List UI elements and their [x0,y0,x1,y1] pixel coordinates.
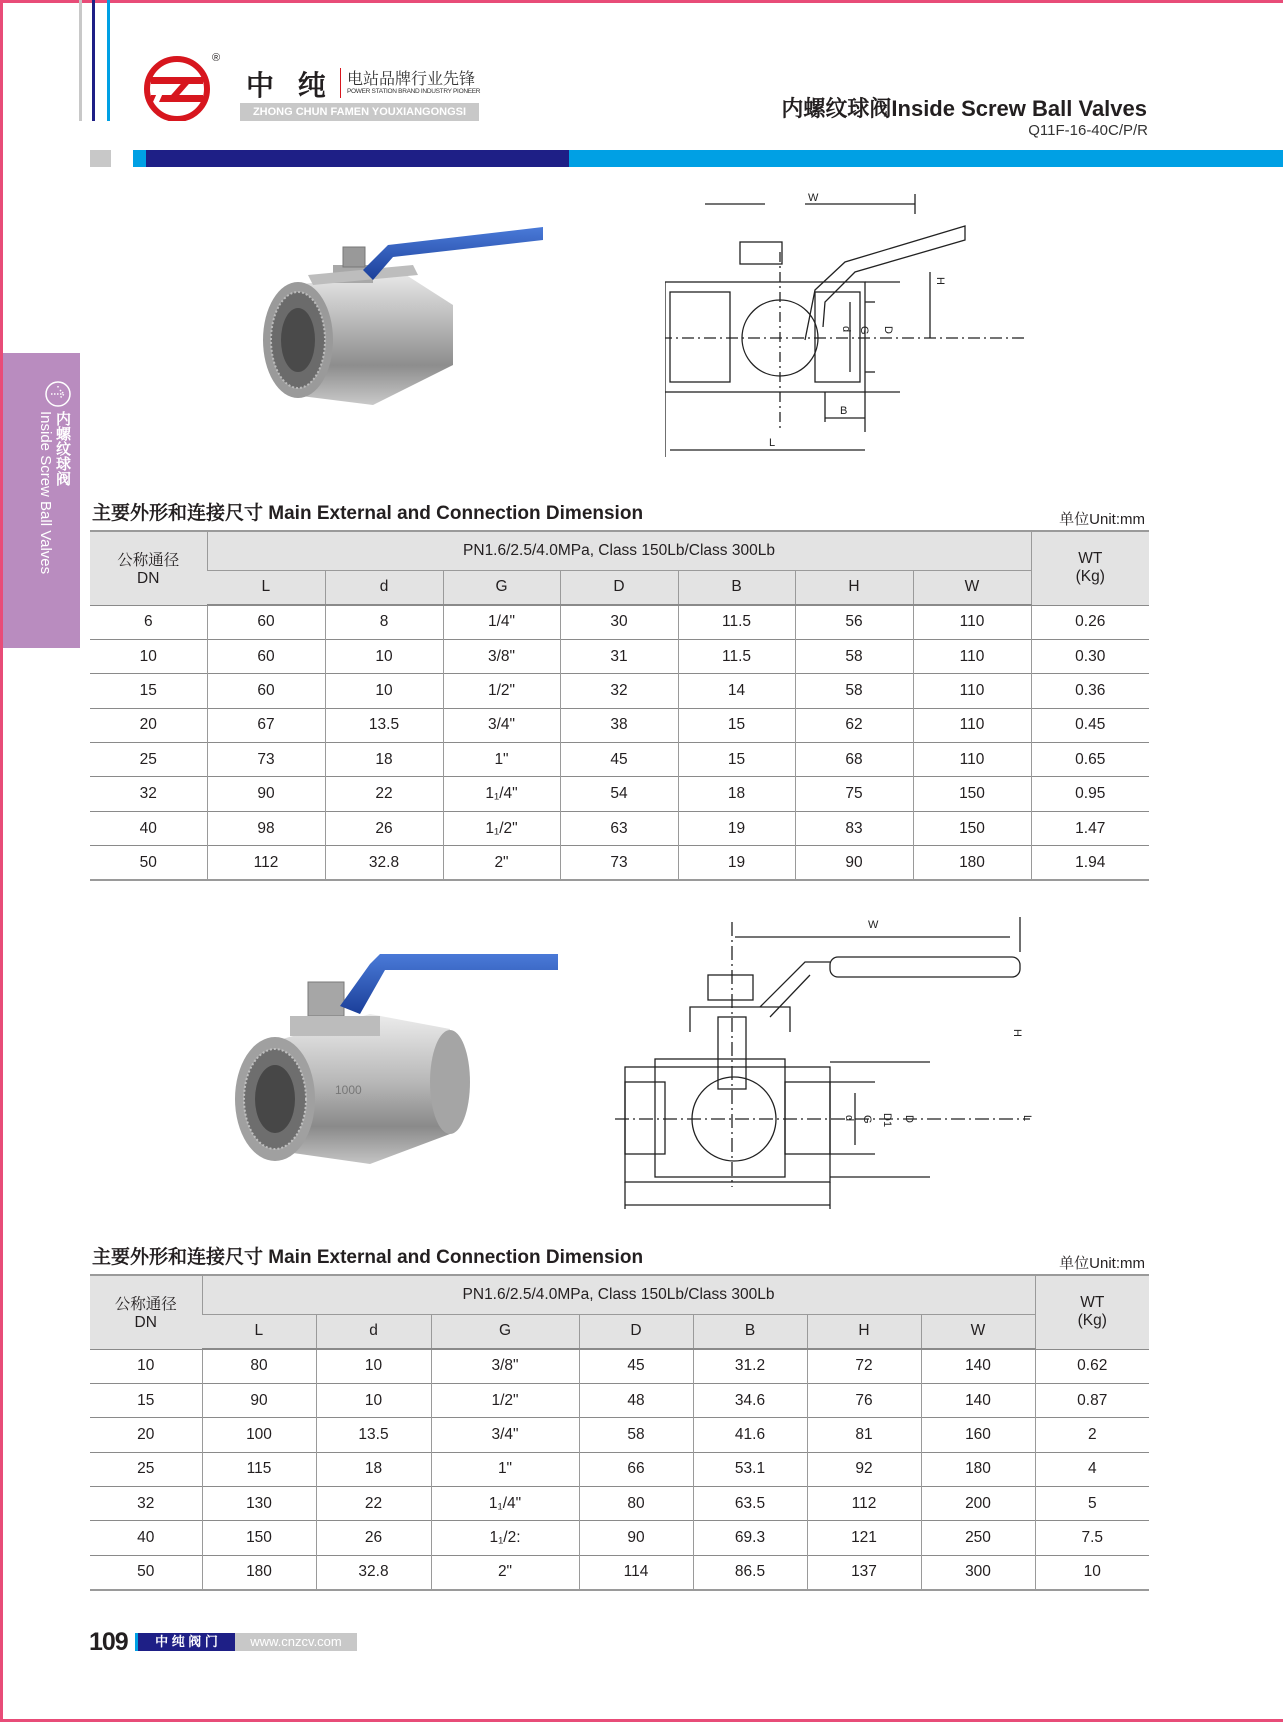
table-cell: 1/2" [443,674,560,708]
dim-label-g: G [858,326,870,335]
table-cell: 68 [795,743,913,777]
table-cell: 15 [678,743,795,777]
table-cell: 32 [90,777,207,811]
table-cell: 4 [1035,1452,1149,1486]
table-cell: 2" [443,846,560,880]
table-cell: 112 [207,846,325,880]
table-cell: 100 [202,1418,316,1452]
table-cell: 110 [913,708,1031,742]
table-cell: 1/2" [431,1383,579,1417]
column-header: L [202,1314,316,1349]
table-cell: 1/4" [443,605,560,639]
table-cell: 250 [921,1521,1035,1555]
table-cell: 90 [795,846,913,880]
table-cell: 69.3 [693,1521,807,1555]
table-cell: 140 [921,1383,1035,1417]
company-name-en: ZHONG CHUN FAMEN YOUXIANGONGSI [240,103,479,121]
table-cell: 115 [202,1452,316,1486]
brand-name-cn: 中 纯 [246,70,334,101]
table-cell: 110 [913,674,1031,708]
column-header: D [560,570,678,605]
table-cell: 60 [207,605,325,639]
table-cell: 121 [807,1521,921,1555]
table-row [90,1383,1149,1417]
table-cell: 98 [207,811,325,845]
table-row [90,777,1149,811]
table-cell: 76 [807,1383,921,1417]
table-cell: 7.5 [1035,1521,1149,1555]
section-heading: 主要外形和连接尺寸 Main External and Connection Dimension [92,503,644,524]
table-cell: 110 [913,605,1031,639]
dim-label-w-2: W [868,919,879,931]
table-cell: 75 [795,777,913,811]
table-cell: 1₁/4" [431,1487,579,1521]
table-cell: 66 [579,1452,693,1486]
band-gray-square [90,150,111,167]
dim-label-dd-2: D [903,1115,915,1123]
page-number: 109 [89,1628,128,1656]
table-cell: 137 [807,1555,921,1589]
table-cell: 2" [431,1555,579,1589]
table-cell: 40 [90,1521,202,1555]
table-cell: 20 [90,708,207,742]
table-row [90,639,1149,673]
table-cell: 180 [202,1555,316,1589]
table-cell: 112 [807,1487,921,1521]
dim-label-l: L [769,437,776,449]
table-cell: 62 [795,708,913,742]
table-cell: 10 [90,1349,202,1383]
column-header: B [678,570,795,605]
table-cell: 31.2 [693,1349,807,1383]
zc-logo-icon [143,55,215,121]
table-cell: 45 [579,1349,693,1383]
table-cell: 1₁/2: [431,1521,579,1555]
table-cell: 20 [90,1418,202,1452]
table-cell: 1.47 [1031,811,1149,845]
table-cell: 10 [1035,1555,1149,1589]
column-header: H [807,1314,921,1349]
header-rule-light [107,0,110,121]
table-cell: 3/8" [431,1349,579,1383]
table-row [90,1452,1149,1486]
table-cell: 300 [921,1555,1035,1589]
table-cell: 11.5 [678,605,795,639]
table-cell: 11.5 [678,639,795,673]
table-cell: 53.1 [693,1452,807,1486]
table-cell: 50 [90,1555,202,1589]
band-dark-blue [146,150,569,167]
slogan-en: POWER STATION BRAND INDUSTRY PIONEER [347,88,481,95]
table-row [90,605,1149,639]
dim-label-d1-2: D1 [881,1113,893,1128]
table-cell: 150 [913,811,1031,845]
table-row [90,811,1149,845]
table-cell: 10 [90,639,207,673]
table-cell: 140 [921,1349,1035,1383]
table-cell: 6 [90,605,207,639]
pressure-class-header: PN1.6/2.5/4.0MPa, Class 150Lb/Class 300Lb [207,531,1031,570]
weight-header: WT (Kg) [1035,1275,1149,1349]
table-cell: 26 [325,811,443,845]
table-cell: 34.6 [693,1383,807,1417]
table-cell: 15 [90,674,207,708]
dimension-table-1 [90,530,1149,881]
table-cell: 18 [678,777,795,811]
table-cell: 8 [325,605,443,639]
valve-drawing-two-piece [610,917,1040,1209]
table-cell: 160 [921,1418,1035,1452]
column-header: W [913,570,1031,605]
table-row [90,1521,1149,1555]
weight-header: WT (Kg) [1031,531,1149,605]
table-cell: 73 [560,846,678,880]
table-cell: 58 [795,639,913,673]
table-cell: 10 [325,674,443,708]
table-cell: 80 [579,1487,693,1521]
table-cell: 1" [443,743,560,777]
table-row [90,674,1149,708]
table-cell: 86.5 [693,1555,807,1589]
footer-brand-box [135,1633,235,1651]
table-row [90,708,1149,742]
dim-label-g-2: G [861,1115,873,1124]
table-cell: 92 [807,1452,921,1486]
column-header: D [579,1314,693,1349]
table-cell: 50 [90,846,207,880]
footer-brand: 中 纯 阀 门 [155,1634,218,1649]
table-cell: 110 [913,639,1031,673]
table-cell: 13.5 [316,1418,431,1452]
table-cell: 38 [560,708,678,742]
website-link[interactable]: www.cnzcv.com [250,1634,342,1649]
table-cell: 58 [795,674,913,708]
svg-text:1000: 1000 [335,1083,362,1097]
table-cell: 25 [90,1452,202,1486]
table-cell: 10 [325,639,443,673]
table-cell: 31 [560,639,678,673]
header-rule-dark [92,0,95,121]
table-cell: 63.5 [693,1487,807,1521]
table-row [90,846,1149,880]
table-cell: 0.87 [1035,1383,1149,1417]
footer-website [235,1633,357,1651]
slogan-divider [340,68,341,98]
table-cell: 2 [1035,1418,1149,1452]
registered-mark: ® [212,52,221,64]
dn-header: 公称通径 DN [90,531,207,605]
table-cell: 72 [807,1349,921,1383]
table-cell: 1₁/2" [443,811,560,845]
table-row [90,1555,1149,1589]
valve-photo-two-piece [220,934,615,1186]
table-cell: 60 [207,674,325,708]
thread-icon [44,380,72,408]
table-row [90,1487,1149,1521]
table-cell: 19 [678,846,795,880]
table-cell: 0.95 [1031,777,1149,811]
page-border-left [0,0,3,1722]
table-cell: 90 [579,1521,693,1555]
column-header: G [443,570,560,605]
table-cell: 0.30 [1031,639,1149,673]
table-cell: 3/4" [431,1418,579,1452]
table-cell: 110 [913,743,1031,777]
table-cell: 19 [678,811,795,845]
table-row [90,1349,1149,1383]
dim-label-h: H [934,277,946,285]
table-row [90,1418,1149,1452]
column-header: B [693,1314,807,1349]
side-category-tab [3,353,80,648]
table-cell: 41.6 [693,1418,807,1452]
table-cell: 0.65 [1031,743,1149,777]
table-cell: 0.26 [1031,605,1149,639]
table-cell: 90 [202,1383,316,1417]
table-cell: 83 [795,811,913,845]
dim-label-d-2: d [843,1115,855,1122]
side-tab-text [37,411,71,574]
valve-photo-one-piece [253,225,599,439]
dimension-table-2 [90,1274,1149,1591]
column-header: L [207,570,325,605]
table-cell: 60 [207,639,325,673]
table-cell: 32.8 [316,1555,431,1589]
pressure-class-header: PN1.6/2.5/4.0MPa, Class 150Lb/Class 300Lb [202,1275,1035,1314]
table-cell: 63 [560,811,678,845]
table-cell: 0.36 [1031,674,1149,708]
table-cell: 10 [316,1383,431,1417]
dim-label-d-outer: D [882,326,894,334]
table-cell: 40 [90,811,207,845]
column-header: H [795,570,913,605]
table-cell: 15 [90,1383,202,1417]
section-heading: 主要外形和连接尺寸 Main External and Connection Dimension [92,1247,644,1268]
dim-label-l-2: L [1021,1115,1033,1122]
table-cell: 3/4" [443,708,560,742]
column-header: W [921,1314,1035,1349]
table-cell: 10 [316,1349,431,1383]
page-title: 内螺纹球阀Inside Screw Ball Valves [781,96,1147,121]
table-cell: 13.5 [325,708,443,742]
dim-label-d: d [840,326,852,333]
table-cell: 56 [795,605,913,639]
column-header: d [316,1314,431,1349]
model-number: Q11F-16-40C/P/R [1028,122,1148,139]
table-cell: 32 [560,674,678,708]
table-cell: 180 [913,846,1031,880]
table-cell: 114 [579,1555,693,1589]
table-cell: 150 [202,1521,316,1555]
table-row [90,743,1149,777]
table-cell: 81 [807,1418,921,1452]
table-cell: 15 [678,708,795,742]
table-cell: 25 [90,743,207,777]
header-rule-gray [79,0,82,121]
table-cell: 26 [316,1521,431,1555]
unit-label: 单位Unit:mm [1059,1255,1145,1272]
table-cell: 150 [913,777,1031,811]
table-cell: 32.8 [325,846,443,880]
table-cell: 18 [316,1452,431,1486]
side-tab-label-cn: 内螺纹球阀 [54,411,71,486]
page-border-top [0,0,1283,3]
table-cell: 14 [678,674,795,708]
table-cell: 200 [921,1487,1035,1521]
table-cell: 54 [560,777,678,811]
valve-drawing-one-piece [665,192,1025,472]
unit-label: 单位Unit:mm [1059,511,1145,528]
table-cell: 3/8" [443,639,560,673]
company-logo [143,55,215,121]
slogan-cn: 电站品牌行业先锋 [347,71,476,88]
column-header: G [431,1314,579,1349]
table-cell: 30 [560,605,678,639]
table-cell: 32 [90,1487,202,1521]
table-cell: 1.94 [1031,846,1149,880]
table-cell: 90 [207,777,325,811]
table-cell: 5 [1035,1487,1149,1521]
table-cell: 58 [579,1418,693,1452]
column-header: d [325,570,443,605]
table-cell: 130 [202,1487,316,1521]
dim-label-b: B [840,405,848,417]
table-cell: 0.45 [1031,708,1149,742]
table-cell: 180 [921,1452,1035,1486]
table-cell: 73 [207,743,325,777]
table-cell: 0.62 [1035,1349,1149,1383]
table-cell: 1" [431,1452,579,1486]
dn-header: 公称通径 DN [90,1275,202,1349]
table-cell: 48 [579,1383,693,1417]
side-tab-label-en: Inside Screw Ball Valves [37,411,54,575]
table-cell: 1₁/4" [443,777,560,811]
dim-label-w: W [808,192,819,204]
table-cell: 80 [202,1349,316,1383]
table-cell: 22 [316,1487,431,1521]
table-cell: 45 [560,743,678,777]
table-cell: 67 [207,708,325,742]
table-cell: 22 [325,777,443,811]
table-cell: 18 [325,743,443,777]
dim-label-h-2: H [1011,1029,1023,1037]
